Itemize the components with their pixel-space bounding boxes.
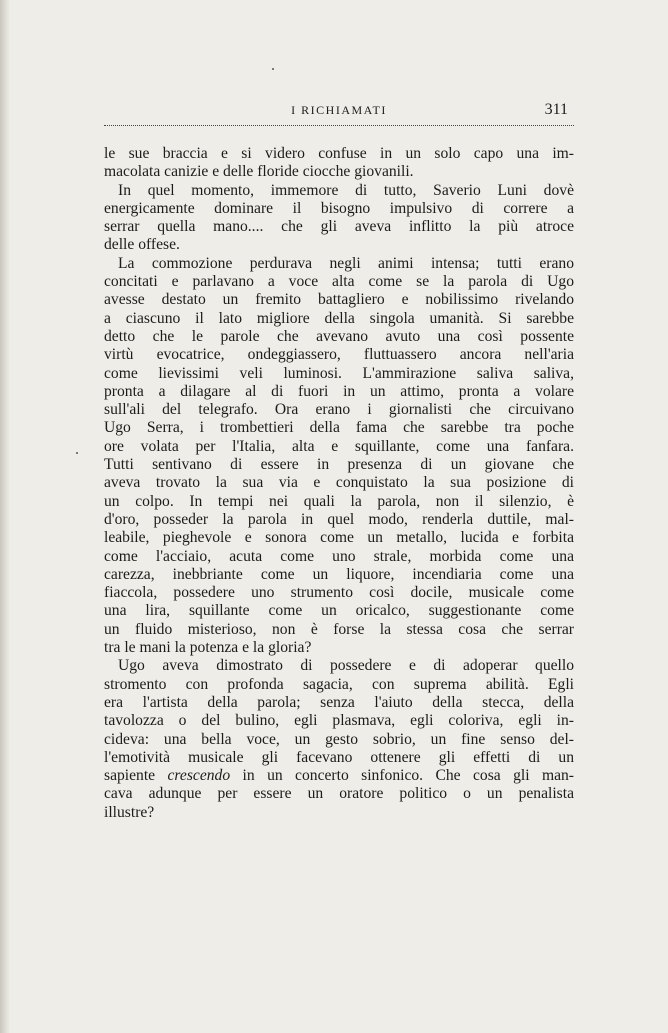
text-line: un colpo. In tempi nei quali la parola, non il silenzio, è [104,492,574,510]
text-line: In quel momento, immemore di tutto, Saverio Luni dovè [118,181,574,199]
text-line: l'emotività musicale gli facevano ottenere gli effetti di un [104,748,574,766]
text-line: un fluido misterioso, non è forse la stessa cosa che serrar [104,620,574,638]
running-title: I RICHIAMATI [291,103,387,117]
text-line: a ciascuno il lato migliore della singola umanità. Si sarebbe [104,309,574,327]
page-gutter-shadow [0,0,10,1033]
text-line: illustre? [104,803,155,821]
text-line: cideva: una bella voce, un gesto sobrio, un fine senso del- [104,730,574,748]
text-line: come lievissimi veli luminosi. L'ammirazione saliva saliva, [104,364,574,382]
text-line: tra le mani la potenza e la gloria? [104,639,312,657]
paper-speck [272,68,274,70]
text-line: sapiente crescendo in un concerto sinfonico. Che cosa gli man- [104,767,574,785]
text-line: aveva trovato la sua via e conquistato la sua posizione di [104,474,574,492]
text-line: detto che le parole che avevano avuto una così possente [104,327,574,345]
text-line: d'oro, posseder la parola in quel modo, renderla duttile, mal- [104,510,574,528]
text-line: sull'ali del telegrafo. Ora erano i giornalisti che circuivano [104,401,574,419]
text-line: Ugo aveva dimostrato di possedere e di adoperar quello [118,657,574,675]
paper-speck [76,452,78,454]
page-number: 311 [544,101,568,118]
text-line: ore volata per l'Italia, alta e squillante, come una fanfara. [104,437,574,455]
body-text [104,145,574,822]
text-line: carezza, inebbriante come un liquore, incendiaria come una [104,565,574,583]
text-line: Ugo Serra, i trombettieri della fama che sarebbe tra poche [104,419,574,437]
text-line: avesse destato un fremito battagliero e nobilissimo rivelando [104,291,574,309]
text-line: energicamente dominare il bisogno impulsivo di correre a [104,199,574,217]
running-head [104,103,574,125]
text-line: tavolozza o del bulino, egli plasmava, egli coloriva, egli in- [104,712,574,730]
text-line: cava adunque per essere un oratore politico o un penalista [104,785,574,803]
text-line: le sue braccia e si videro confuse in un solo capo una im- [104,145,574,162]
text-line: virtù evocatrice, ondeggiassero, fluttuassero ancora nell'aria [104,346,574,364]
text-line: Tutti sentivano di essere in presenza di un giovane che [104,456,574,474]
text-line: stromento con profonda sagacia, con suprema abilità. Egli [104,675,574,693]
text-line: macolata canizie e delle floride ciocche giovanili. [104,163,414,181]
text-line: La commozione perdurava negli animi intensa; tutti erano [118,254,574,272]
text-line: come l'acciaio, acuta come uno strale, morbida come una [104,547,574,565]
text-line: serrar quella mano.... che gli aveva inflitto la più atroce [104,218,574,236]
text-line: una lira, squillante come un oricalco, suggestionante come [104,602,574,620]
text-line: fiaccola, possedere uno strumento così docile, musicale come [104,584,574,602]
text-line: delle offese. [104,236,180,254]
text-line: pronta a dilagare al di fuori in un attimo, pronta a volare [104,382,574,400]
text-line: concitati e parlavano a voce alta come se la parola di Ugo [104,273,574,291]
header-dotted-rule [104,125,574,126]
text-line: leabile, pieghevole e sonora come un metallo, lucida e forbita [104,529,574,547]
text-line: era l'artista della parola; senza l'aiuto della stecca, della [104,693,574,711]
